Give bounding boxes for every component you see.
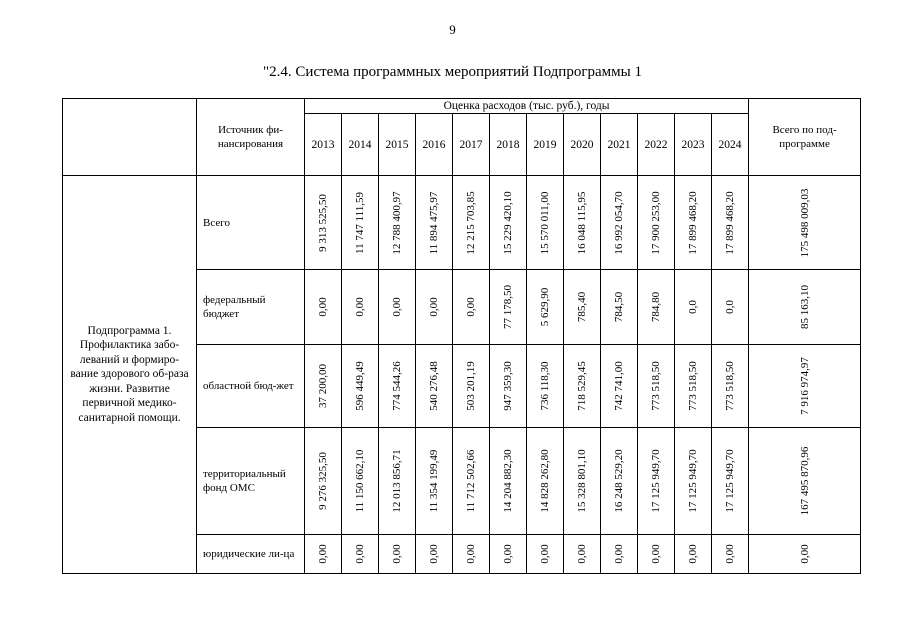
value-text: 11 894 475,97 bbox=[428, 191, 440, 254]
value-text: 596 449,49 bbox=[354, 361, 366, 411]
value-text: 0,00 bbox=[465, 297, 477, 317]
value-text: 718 529,45 bbox=[576, 361, 588, 411]
year-header-2019: 2019 bbox=[527, 114, 564, 176]
year-header-2014: 2014 bbox=[342, 114, 379, 176]
value-text: 0,00 bbox=[576, 544, 588, 564]
funding-source: территориальный фонд ОМС bbox=[197, 428, 305, 535]
value-cell-2014 bbox=[342, 176, 379, 270]
value-text: 12 788 400,97 bbox=[391, 190, 403, 255]
value-text: 15 328 801,10 bbox=[576, 449, 588, 513]
total-cell bbox=[749, 176, 861, 270]
value-cell-2024 bbox=[712, 535, 749, 574]
value-text: 16 248 529,20 bbox=[613, 449, 625, 513]
value-cell-2024 bbox=[712, 176, 749, 270]
value-text: 742 741,00 bbox=[613, 361, 625, 411]
value-cell-2013 bbox=[305, 428, 342, 535]
year-header-2016: 2016 bbox=[416, 114, 453, 176]
year-header-2015: 2015 bbox=[379, 114, 416, 176]
value-cell-2021 bbox=[601, 176, 638, 270]
value-text: 0,00 bbox=[354, 544, 366, 564]
year-header-2023: 2023 bbox=[675, 114, 712, 176]
value-cell-2015 bbox=[379, 535, 416, 574]
value-text: 11 712 502,66 bbox=[465, 449, 477, 513]
value-cell-2023 bbox=[675, 270, 712, 345]
value-cell-2020 bbox=[564, 535, 601, 574]
value-text: 12 215 703,85 bbox=[465, 190, 477, 255]
value-cell-2014 bbox=[342, 270, 379, 345]
value-cell-2020 bbox=[564, 270, 601, 345]
value-text: 0,00 bbox=[798, 544, 811, 564]
value-cell-2023 bbox=[675, 345, 712, 428]
value-text: 17 125 949,70 bbox=[724, 449, 737, 513]
value-cell-2024 bbox=[712, 270, 749, 345]
value-cell-2014 bbox=[342, 345, 379, 428]
value-text: 785,40 bbox=[576, 291, 588, 323]
value-text: 17 125 949,70 bbox=[687, 449, 699, 513]
value-cell-2024 bbox=[712, 428, 749, 535]
source-header: Источник фи-нансирования bbox=[197, 99, 305, 176]
value-text: 15 570 011,00 bbox=[539, 191, 551, 254]
value-text: 14 204 882,30 bbox=[502, 449, 514, 513]
value-cell-2019 bbox=[527, 428, 564, 535]
value-text: 540 276,48 bbox=[428, 361, 440, 411]
value-text: 503 201,19 bbox=[465, 361, 477, 411]
value-cell-2013 bbox=[305, 270, 342, 345]
value-cell-2017 bbox=[453, 345, 490, 428]
year-header-2013: 2013 bbox=[305, 114, 342, 176]
value-text: 11 747 111,59 bbox=[354, 191, 366, 254]
value-cell-2019 bbox=[527, 176, 564, 270]
page-number: 9 bbox=[449, 22, 456, 37]
value-text: 947 359,30 bbox=[502, 361, 514, 411]
value-cell-2022 bbox=[638, 428, 675, 535]
value-cell-2018 bbox=[490, 270, 527, 345]
program-measures-table bbox=[62, 98, 861, 574]
table-row bbox=[63, 176, 861, 270]
header-blank-cell bbox=[63, 99, 197, 176]
value-text: 784,80 bbox=[650, 291, 662, 323]
value-text: 0,0 bbox=[687, 300, 699, 314]
value-cell-2022 bbox=[638, 535, 675, 574]
value-text: 0,00 bbox=[687, 544, 699, 564]
value-cell-2013 bbox=[305, 345, 342, 428]
value-text: 17 125 949,70 bbox=[650, 449, 662, 513]
value-cell-2021 bbox=[601, 270, 638, 345]
value-text: 12 013 856,71 bbox=[391, 449, 403, 513]
value-text: 0,00 bbox=[391, 544, 403, 564]
year-header-2017: 2017 bbox=[453, 114, 490, 176]
funding-source: юридические ли-ца bbox=[197, 535, 305, 574]
value-cell-2013 bbox=[305, 535, 342, 574]
value-cell-2022 bbox=[638, 176, 675, 270]
value-text: 0,00 bbox=[317, 544, 329, 564]
value-cell-2022 bbox=[638, 270, 675, 345]
year-header-2018: 2018 bbox=[490, 114, 527, 176]
value-text: 17 899 468,20 bbox=[687, 190, 699, 255]
value-cell-2016 bbox=[416, 535, 453, 574]
value-text: 9 313 525,50 bbox=[317, 193, 329, 252]
value-cell-2017 bbox=[453, 428, 490, 535]
value-cell-2016 bbox=[416, 345, 453, 428]
total-cell bbox=[749, 345, 861, 428]
value-text: 77 178,50 bbox=[502, 285, 514, 329]
value-cell-2018 bbox=[490, 535, 527, 574]
value-cell-2023 bbox=[675, 535, 712, 574]
value-text: 17 899 468,20 bbox=[724, 190, 737, 255]
total-cell bbox=[749, 428, 861, 535]
value-cell-2022 bbox=[638, 345, 675, 428]
value-cell-2023 bbox=[675, 176, 712, 270]
year-header-2020: 2020 bbox=[564, 114, 601, 176]
value-cell-2018 bbox=[490, 345, 527, 428]
value-text: 784,50 bbox=[613, 291, 625, 323]
value-cell-2016 bbox=[416, 270, 453, 345]
value-cell-2021 bbox=[601, 428, 638, 535]
value-cell-2015 bbox=[379, 270, 416, 345]
value-text: 773 518,50 bbox=[687, 361, 699, 411]
value-cell-2023 bbox=[675, 428, 712, 535]
value-text: 167 495 870,96 bbox=[798, 446, 811, 516]
value-text: 15 229 420,10 bbox=[502, 190, 514, 255]
value-text: 0,00 bbox=[317, 297, 329, 317]
value-text: 0,00 bbox=[502, 544, 514, 564]
value-cell-2016 bbox=[416, 176, 453, 270]
value-cell-2021 bbox=[601, 535, 638, 574]
value-cell-2020 bbox=[564, 176, 601, 270]
value-text: 0,00 bbox=[650, 544, 662, 564]
value-text: 14 828 262,80 bbox=[539, 449, 551, 513]
year-header-2021: 2021 bbox=[601, 114, 638, 176]
value-text: 0,00 bbox=[539, 544, 551, 564]
funding-source: федеральный бюджет bbox=[197, 270, 305, 345]
subprogram-name: Подпрограмма 1. Профилактика забо-леваний и формиро-вание здорового об-раза жизни. Развитие первичной медико-санитарной помощи. bbox=[63, 176, 197, 574]
value-cell-2020 bbox=[564, 345, 601, 428]
year-header-2022: 2022 bbox=[638, 114, 675, 176]
value-cell-2019 bbox=[527, 270, 564, 345]
value-cell-2014 bbox=[342, 428, 379, 535]
value-text: 0,00 bbox=[428, 297, 440, 317]
value-cell-2015 bbox=[379, 345, 416, 428]
value-text: 774 544,26 bbox=[391, 361, 403, 411]
value-text: 16 048 115,95 bbox=[576, 191, 588, 254]
estimate-header: Оценка расходов (тыс. руб.), годы bbox=[305, 99, 749, 114]
value-text: 85 163,10 bbox=[798, 285, 811, 329]
value-cell-2013 bbox=[305, 176, 342, 270]
value-cell-2016 bbox=[416, 428, 453, 535]
value-text: 11 354 199,49 bbox=[428, 449, 440, 513]
value-cell-2024 bbox=[712, 345, 749, 428]
value-text: 0,0 bbox=[724, 300, 737, 314]
value-cell-2018 bbox=[490, 176, 527, 270]
document-title: "2.4. Система программных мероприятий Подпрограммы 1 bbox=[263, 64, 642, 80]
value-text: 736 118,30 bbox=[539, 361, 551, 411]
value-text: 0,00 bbox=[391, 297, 403, 317]
value-cell-2015 bbox=[379, 428, 416, 535]
value-text: 16 992 054,70 bbox=[613, 190, 625, 255]
value-text: 773 518,50 bbox=[650, 361, 662, 411]
funding-source: Всего bbox=[197, 176, 305, 270]
value-text: 773 518,50 bbox=[724, 361, 737, 411]
value-text: 0,00 bbox=[465, 544, 477, 564]
value-cell-2014 bbox=[342, 535, 379, 574]
value-text: 17 900 253,00 bbox=[650, 190, 662, 255]
value-cell-2019 bbox=[527, 535, 564, 574]
value-text: 11 150 662,10 bbox=[354, 449, 366, 513]
value-text: 0,00 bbox=[354, 297, 366, 317]
table-body bbox=[63, 176, 861, 574]
value-text: 0,00 bbox=[613, 544, 625, 564]
value-cell-2017 bbox=[453, 176, 490, 270]
value-cell-2015 bbox=[379, 176, 416, 270]
value-text: 0,00 bbox=[428, 544, 440, 564]
header-row-top bbox=[63, 99, 861, 114]
value-cell-2018 bbox=[490, 428, 527, 535]
value-cell-2017 bbox=[453, 270, 490, 345]
total-cell bbox=[749, 270, 861, 345]
value-text: 7 916 974,97 bbox=[798, 357, 811, 415]
value-cell-2020 bbox=[564, 428, 601, 535]
value-cell-2021 bbox=[601, 345, 638, 428]
value-text: 37 200,00 bbox=[317, 364, 329, 408]
year-header-2024: 2024 bbox=[712, 114, 749, 176]
total-header: Всего по под-программе bbox=[749, 99, 861, 176]
value-text: 0,00 bbox=[724, 544, 737, 564]
value-text: 5 629,90 bbox=[539, 287, 551, 327]
value-text: 175 498 009,03 bbox=[798, 188, 811, 257]
total-cell bbox=[749, 535, 861, 574]
funding-source: областной бюд-жет bbox=[197, 345, 305, 428]
value-text: 9 276 325,50 bbox=[317, 452, 329, 510]
value-cell-2017 bbox=[453, 535, 490, 574]
value-cell-2019 bbox=[527, 345, 564, 428]
